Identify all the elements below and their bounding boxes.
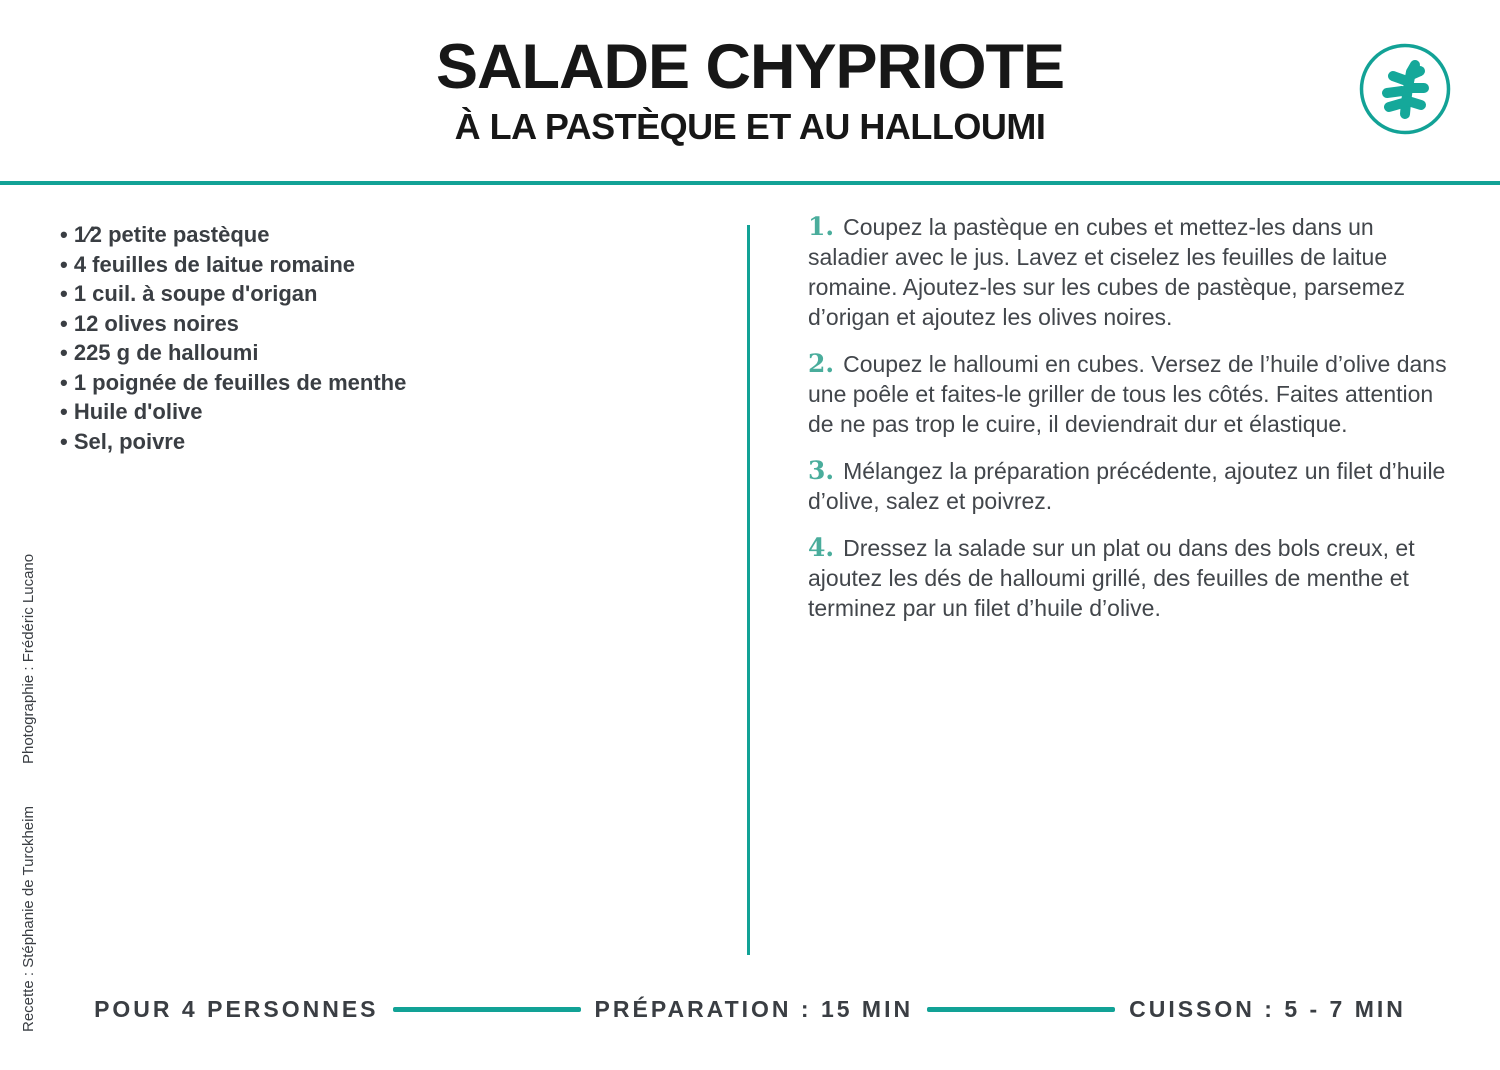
- step-number: 3.: [808, 456, 835, 485]
- step-number: 2.: [808, 349, 835, 378]
- ingredient-item: • 4 feuilles de laitue romaine: [60, 250, 710, 280]
- ingredient-item: • 1⁄2 petite pastèque: [60, 220, 710, 250]
- herb-sprig-icon: [1358, 42, 1452, 136]
- ingredient-item: • 225 g de halloumi: [60, 338, 710, 368]
- page-subtitle: À LA PASTÈQUE ET AU HALLOUMI: [454, 106, 1046, 148]
- step-text: Dressez la salade sur un plat ou dans des bols creux, et ajoutez les dés de halloumi grillé, des feuilles de menthe et terminez par un filet d’huile d’olive.: [808, 535, 1415, 621]
- footer-separator-line: [393, 1007, 581, 1012]
- ingredient-item: • Huile d'olive: [60, 397, 710, 427]
- ingredient-item: • 1 cuil. à soupe d'origan: [60, 279, 710, 309]
- top-separator-line: [0, 181, 1500, 185]
- step-text: Coupez la pastèque en cubes et mettez-les dans un saladier avec le jus. Lavez et ciselez les feuilles de laitue romaine. Ajoutez-les sur les cubes de pastèque, parsemez d’origan et ajoutez les olives noires.: [808, 214, 1406, 330]
- step-text: Coupez le halloumi en cubes. Versez de l’huile d’olive dans une poêle et faites-le griller de tous les côtés. Faites attention de ne pas trop le cuire, il deviendrait dur et élastique.: [808, 351, 1447, 437]
- column-divider-line: [747, 225, 750, 955]
- step-number: 4.: [808, 533, 835, 562]
- step-number: 1.: [808, 212, 835, 241]
- footer-separator-line: [927, 1007, 1115, 1012]
- instructions: [808, 212, 1448, 640]
- photo-credit: Photographie : Frédéric Lucano: [20, 553, 37, 765]
- recipe-credit: Recette : Stéphanie de Turckheim: [20, 806, 37, 1032]
- step-2: [808, 349, 1448, 439]
- ingredient-item: • 1 poignée de feuilles de menthe: [60, 368, 710, 398]
- step-3: [808, 456, 1448, 516]
- ingredient-item: • Sel, poivre: [60, 427, 710, 457]
- recipe-meta-footer: [0, 996, 1500, 1023]
- step-text: Mélangez la préparation précédente, ajoutez un filet d’huile d’olive, salez et poivrez.: [808, 458, 1446, 514]
- ingredient-item: • 12 olives noires: [60, 309, 710, 339]
- page-title: SALADE CHYPRIOTE: [435, 32, 1065, 102]
- cooking-time-label: CUISSON : 5 - 7 MIN: [1129, 996, 1406, 1022]
- preparation-time-label: PRÉPARATION : 15 MIN: [594, 996, 914, 1022]
- credits-sidebar-text: [20, 554, 37, 1032]
- ingredients-list: [60, 220, 710, 456]
- header: [0, 34, 1500, 148]
- servings-label: POUR 4 PERSONNES: [94, 996, 379, 1022]
- step-4: [808, 533, 1448, 623]
- step-1: [808, 212, 1448, 332]
